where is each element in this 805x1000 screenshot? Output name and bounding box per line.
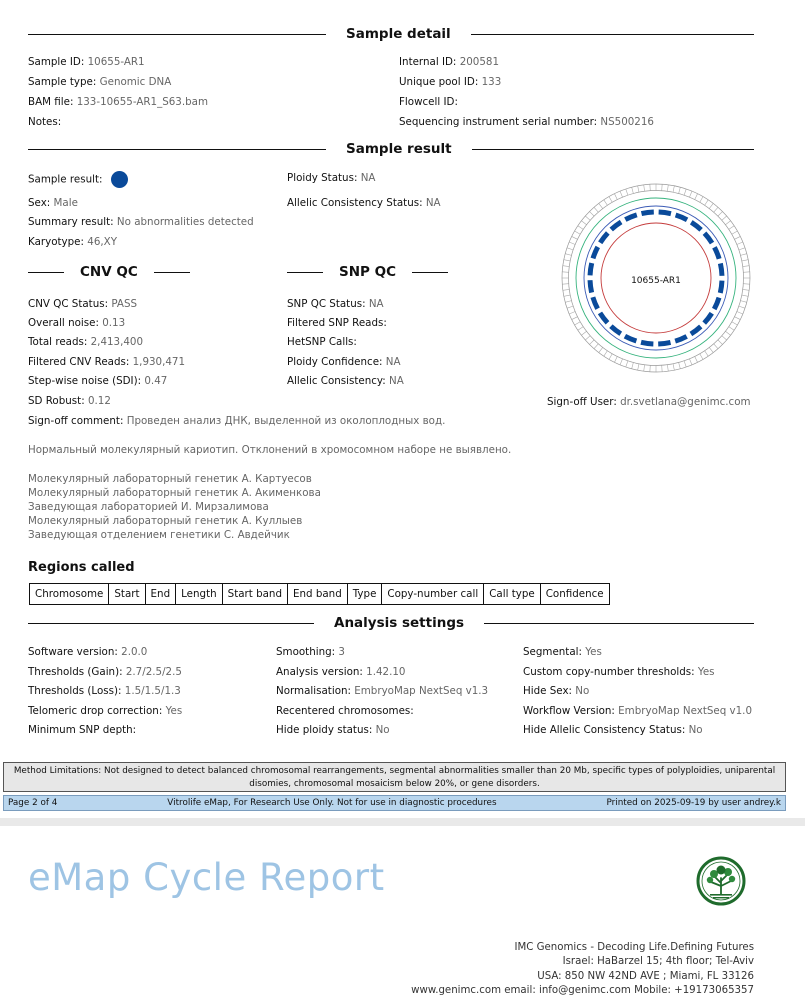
segmental-row: Segmental: Yes [523,646,602,658]
col-end-band: End band [288,584,348,605]
ideogram-tick [705,200,709,205]
ideogram-tick [709,347,713,352]
cnv-segment-chr-14 [625,336,636,341]
staff-line-5: Заведующая отделением генетики С. Авдейчик [28,529,290,541]
ideogram-tick [620,191,622,197]
col-confidence: Confidence [540,584,609,605]
overall-noise-row: Overall noise: 0.13 [28,317,126,329]
thresholds-loss-row: Thresholds (Loss): 1.5/1.5/1.3 [28,685,181,697]
page-number: Page 2 of 4 [8,798,58,808]
ideogram-tick [581,331,586,335]
cnv-segment-chr-23 [625,215,636,220]
ideogram-tick [684,361,686,367]
ideogram-tick [565,301,571,303]
ideogram-tick [709,203,713,208]
ideogram-tick [638,186,639,192]
analysis-version-row: Analysis version: 1.42.10 [276,666,406,678]
ideogram-tick [578,226,583,230]
ideogram-tick [742,260,748,261]
ideogram-tick [705,351,709,356]
limitations-line-2: disomies, chromosomal mosaicism below 20%, or gene disorders. [249,778,540,789]
smoothing-row: Smoothing: 3 [276,646,345,658]
ideogram-tick [578,327,583,331]
cnv-segment-chr-16 [600,313,608,323]
software-version-row: Software version: 2.0.0 [28,646,148,658]
ideogram-tick [626,361,628,367]
ideogram-tick [737,242,743,244]
ideogram-tick [734,236,740,239]
internal-id-row: Internal ID: 200581 [399,56,499,68]
circular-genome-plot [556,178,756,378]
cnv-segment-chr-13 [641,342,653,344]
allelic-status-row: Allelic Consistency Status: NA [287,197,441,209]
col-length: Length [176,584,223,605]
pool-id-row: Unique pool ID: 133 [399,76,502,88]
cnv-segment-chr-7 [720,281,722,293]
ideogram-tick [718,340,723,345]
result-status-dot [111,171,128,188]
ideogram-tick [695,356,698,362]
cnv-segment-chr-15 [611,326,621,334]
cnv-segment-chr-18 [590,280,592,292]
signoff-user-row: Sign-off User: dr.svetlana@genimc.com [547,396,751,408]
ideogram-tick [714,344,718,349]
cnv-segment-chr-19 [590,263,592,275]
ideogram-tick [590,212,595,217]
ideogram-tick [743,266,749,267]
cnv-segment-chr-1 [659,212,671,214]
ideogram-tick [567,248,573,250]
analysis-settings-title: Analysis settings [334,615,465,631]
regions-called-title: Regions called [28,560,135,575]
hide-allelic-row: Hide Allelic Consistency Status: No [523,724,703,736]
ideogram-tick [722,336,727,340]
serial-row: Sequencing instrument serial number: NS500216 [399,116,654,128]
ideogram-tick [700,354,703,360]
snp-qc-status-row: SNP QC Status: NA [287,298,384,310]
cnv-segment-chr-6 [720,263,722,275]
conclusion-text: Нормальный молекулярный кариотип. Отклонений в хромосомном наборе не выявлено. [28,444,512,456]
limitations-line-1: Method Limitations: Not designed to detect balanced chromosomal rearrangements, segmental abnormalities smaller than 20 Mb, specific types of polyploidies, uniparental [13,766,776,776]
ideogram-tick [599,203,603,208]
sample-id-row: Sample ID: 10655-AR1 [28,56,145,68]
ideogram-tick [741,254,747,256]
cnv-segment-chr-3 [691,222,701,230]
snp-qc-heading [287,262,445,282]
ideogram-tick [572,317,578,320]
ploidy-confidence-row: Ploidy Confidence: NA [287,356,401,368]
ideogram-tick [673,186,674,192]
recentered-row: Recentered chromosomes: [276,705,414,717]
ideogram-tick [572,236,578,239]
report-page-3 [0,826,805,1000]
ideogram-tick [718,212,723,217]
col-chromosome: Chromosome [30,584,109,605]
ideogram-tick [632,187,634,193]
ideogram-tick [725,221,730,225]
ideogram-tick [590,340,595,345]
telomeric-row: Telomeric drop correction: Yes [28,705,183,717]
cnv-segment-chr-22 [611,222,621,230]
sdi-row: Step-wise noise (SDI): 0.47 [28,375,168,387]
printed-info: Printed on 2025-09-19 by user andrey.k [606,798,781,808]
signoff-comment-row: Sign-off comment: Проведен анализ ДНК, выделенной из околоплодных вод. [28,415,446,427]
ideogram-tick [594,344,598,349]
ideogram-tick [585,336,590,340]
ideogram-tick [564,260,570,261]
hide-sex-row: Hide Sex: No [523,685,590,697]
ideogram-tick [689,191,691,197]
plot-sample-label: 10655-AR1 [631,276,681,286]
ideogram-tick [567,306,573,308]
contact-info: www.genimc.com email: info@genimc.com Mobile: +19173065357 [411,985,754,996]
ideogram-tick [722,216,727,220]
ideogram-tick [732,231,738,234]
sample-result-title: Sample result [346,141,452,157]
cnv-segment-chr-5 [714,247,719,258]
ideogram-tick [667,365,668,371]
bam-file-row: BAM file: 133-10655-AR1_S63.bam [28,96,209,108]
col-call-type: Call type [484,584,541,605]
normalisation-row: Normalisation: EmbryoMap NextSeq v1.3 [276,685,489,697]
ideogram-tick [695,194,698,200]
col-type: Type [347,584,382,605]
ideogram-tick [742,295,748,296]
cnv-segment-chr-8 [714,298,719,309]
staff-line-2: Молекулярный лабораторный генетик А. Акименкова [28,487,321,499]
col-start-band: Start band [222,584,287,605]
ideogram-tick [732,322,738,325]
ideogram-tick [644,185,645,191]
ideogram-tick [667,185,668,191]
ideogram-tick [604,200,608,205]
hide-ploidy-row: Hide ploidy status: No [276,724,390,736]
sample-detail-title: Sample detail [346,26,451,42]
ideogram-tick [741,301,747,303]
ideogram-tick [581,221,586,225]
address-israel: Israel: HaBarzel 15; 4th floor; Tel-Aviv [562,956,754,967]
cnv-segment-chr-9 [704,313,712,323]
filtered-snp-reads-row: Filtered SNP Reads: [287,317,387,329]
snp-qc-title: SNP QC [339,264,396,280]
cnv-segment-chr-17 [593,297,598,308]
col-copy-number-call: Copy-number call [382,584,484,605]
ideogram-tick [729,226,734,230]
sample-detail-heading [28,24,754,44]
page-footer [3,795,786,811]
sd-robust-row: SD Robust: 0.12 [28,395,111,407]
ideogram-tick [620,359,622,365]
staff-line-4: Молекулярный лабораторный генетик А. Куллыев [28,515,303,527]
ideogram-tick [638,364,639,370]
ideogram-tick [614,194,617,200]
ideogram-tick [609,197,612,203]
imc-genomics-logo-icon [696,856,746,906]
cnv-segment-chr-10 [691,326,701,334]
ideogram-tick [594,207,598,212]
total-reads-row: Total reads: 2,413,400 [28,336,144,348]
ideogram-tick [614,356,617,362]
report-title: eMap Cycle Report [28,856,385,899]
ideogram-tick [684,189,686,195]
ideogram-tick [585,216,590,220]
ideogram-tick [714,207,718,212]
ideogram-tick [673,364,674,370]
ideogram-tick [700,197,703,203]
thresholds-gain-row: Thresholds (Gain): 2.7/2.5/2.5 [28,666,182,678]
workflow-version-row: Workflow Version: EmbryoMap NextSeq v1.0 [523,705,753,717]
ideogram-tick [575,231,581,234]
hetsnp-calls-row: HetSNP Calls: [287,336,357,348]
ideogram-tick [609,354,612,360]
address-usa: USA: 850 NW 42ND AVE ; Miami, FL 33126 [537,971,754,982]
ideogram-tick [569,311,575,313]
cnv-qc-status-row: CNV QC Status: PASS [28,298,138,310]
ideogram-tick [569,242,575,244]
cnv-segment-chr-21 [600,233,608,243]
allelic-consistency-row: Allelic Consistency: NA [287,375,404,387]
cnv-segment-chr-24 [641,212,653,214]
ideogram-tick [565,254,571,256]
ideogram-tick [644,365,645,371]
cnv-qc-title: CNV QC [80,264,138,280]
regions-header-row [30,584,610,605]
ideogram-tick [604,351,608,356]
ideogram-tick [575,322,581,325]
sample-type-row: Sample type: Genomic DNA [28,76,172,88]
footer-disclaimer: Vitrolife eMap, For Research Use Only. Not for use in diagnostic procedures [167,798,497,808]
regions-table [29,583,610,605]
col-start: Start [109,584,145,605]
analysis-settings-heading [28,613,754,633]
ideogram-tick [737,311,743,313]
ideogram-tick [632,363,634,369]
ideogram-tick [599,347,603,352]
ideogram-tick [563,289,569,290]
company-tagline: IMC Genomics - Decoding Life.Defining Futures [514,942,754,953]
ideogram-tick [626,189,628,195]
ideogram-tick [734,317,740,320]
sex-row: Sex: Male [28,197,78,209]
flowcell-row: Flowcell ID: [399,96,458,108]
staff-line-3: Заведующая лабораторией И. Мирзалимова [28,501,269,513]
summary-row: Summary result: No abnormalities detected [28,216,254,228]
ideogram-tick [564,295,570,296]
ideogram-tick [689,359,691,365]
karyotype-row: Karyotype: 46,XY [28,236,117,248]
notes-row: Notes: [28,116,62,128]
ideogram-tick [725,331,730,335]
ideogram-tick [679,187,681,193]
ideogram-tick [563,266,569,267]
min-snp-depth-row: Minimum SNP depth: [28,724,137,736]
ideogram-tick [739,306,745,308]
custom-thresholds-row: Custom copy-number thresholds: Yes [523,666,715,678]
cnv-qc-heading [28,262,186,282]
cnv-segment-chr-20 [593,247,598,258]
cnv-segment-chr-4 [704,233,712,243]
sample-result-row: Sample result: [28,171,128,188]
cnv-segment-chr-11 [675,336,686,341]
ideogram-tick [743,289,749,290]
ideogram-tick [729,327,734,331]
method-limitations-box [3,762,786,792]
col-end: End [145,584,176,605]
filtered-cnv-reads-row: Filtered CNV Reads: 1,930,471 [28,356,186,368]
ideogram-tick [739,248,745,250]
cnv-segment-chr-2 [676,215,687,220]
sample-result-heading [28,139,754,159]
ploidy-status-row: Ploidy Status: NA [287,172,376,184]
ideogram-tick [679,363,681,369]
cnv-segment-chr-12 [658,342,670,344]
staff-line-1: Молекулярный лабораторный генетик А. Картуесов [28,473,312,485]
